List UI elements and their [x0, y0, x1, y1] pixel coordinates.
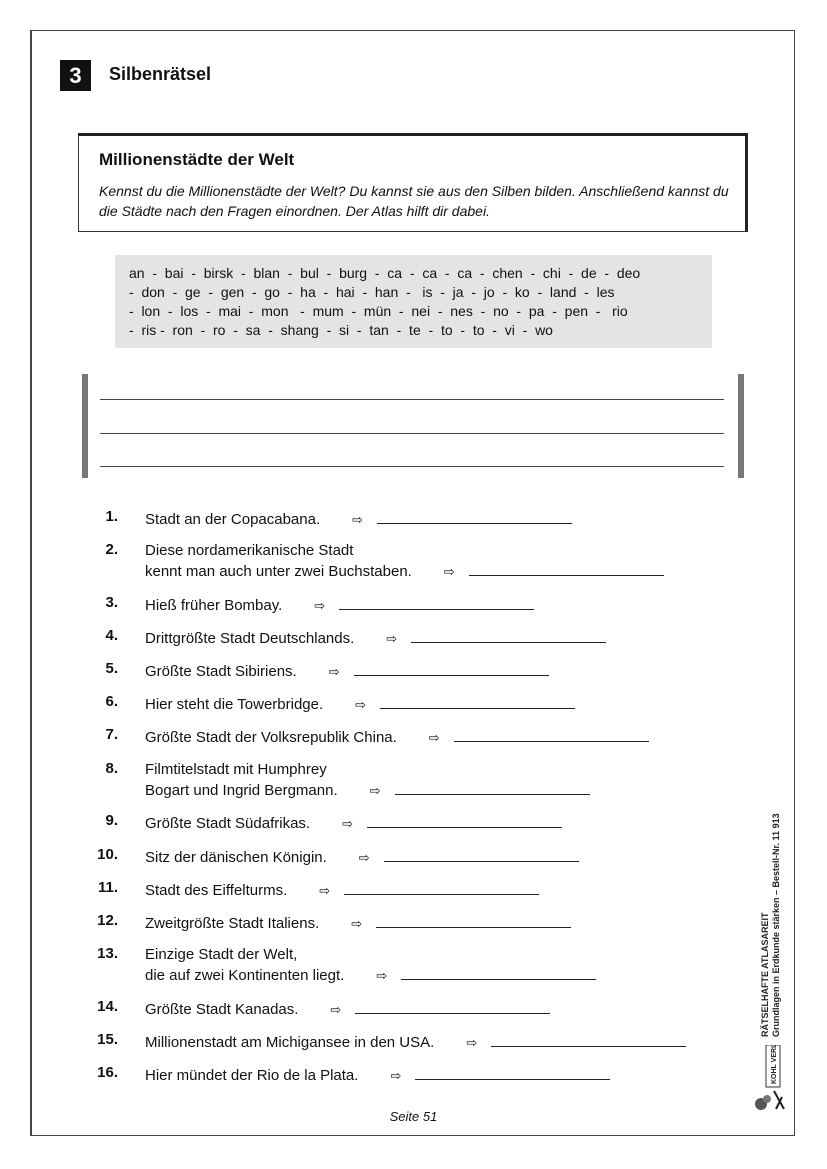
answer-blank[interactable]: [367, 812, 562, 828]
question-number: 7.: [105, 726, 118, 743]
arrow-right-icon: ⇨: [443, 564, 455, 579]
question-line: [145, 879, 539, 900]
publisher-logo: [752, 1045, 788, 1115]
question-line: [145, 1031, 686, 1052]
question-text: [145, 945, 596, 985]
answer-line[interactable]: [100, 466, 724, 467]
arrow-right-icon: ⇨: [352, 512, 364, 527]
question-text: [145, 594, 534, 615]
question-line: [145, 726, 649, 747]
question-line: [145, 964, 596, 985]
section-number-badge: 3: [60, 60, 91, 91]
question-text: [145, 760, 590, 800]
question-number: 3.: [105, 594, 118, 611]
question-text: [145, 879, 539, 900]
question-line-text: Drittgrößte Stadt Deutschlands.: [145, 630, 355, 647]
answer-blank[interactable]: [395, 779, 590, 795]
answer-blank[interactable]: [355, 998, 550, 1014]
question-line: [145, 846, 579, 867]
logo-lettering: KOHL VERLAG: [771, 1045, 778, 1084]
question-text: [145, 812, 562, 833]
arrow-right-icon: ⇨: [376, 968, 388, 983]
question-line: [145, 945, 596, 964]
arrow-right-icon: ⇨: [386, 631, 398, 646]
question-number: 14.: [97, 998, 118, 1015]
answer-blank[interactable]: [377, 508, 572, 524]
question-line-text: Stadt des Eiffelturms.: [145, 882, 288, 899]
question-line-text: Millionenstadt am Michigansee in den USA.: [145, 1034, 435, 1051]
syllable-line: an - bai - birsk - blan - bul - burg - ca - ca - ca - chen - chi - de - deo: [129, 265, 641, 281]
syllable-line: - ris - ron - ro - sa - shang - si - tan - te - to - to - vi - wo: [129, 322, 553, 338]
question-line-text: Größte Stadt Südafrikas.: [145, 815, 311, 832]
question-number: 16.: [97, 1064, 118, 1081]
question-line-text: Hier steht die Towerbridge.: [145, 696, 324, 713]
syllable-line: - don - ge - gen - go - ha - hai - han - is - ja - jo - ko - land - les: [129, 284, 615, 300]
answer-blank[interactable]: [354, 660, 549, 676]
question-line: [145, 912, 571, 933]
arrow-right-icon: ⇨: [466, 1035, 478, 1050]
question-line: [145, 594, 534, 615]
question-line: [145, 660, 549, 681]
question-number: 8.: [105, 760, 118, 777]
arrow-right-icon: ⇨: [355, 697, 367, 712]
arrow-right-icon: ⇨: [342, 816, 353, 831]
question-text: [145, 912, 571, 933]
answer-blank[interactable]: [380, 693, 575, 709]
question-line-text: die auf zwei Kontinenten liegt.: [145, 967, 345, 984]
arrow-right-icon: ⇨: [369, 783, 381, 798]
question-line-text: Größte Stadt Sibiriens.: [145, 663, 297, 680]
sidebar-book-info: Grundlagen in Erdkunde stärken – Bestell-Nr. 11 913: [771, 813, 781, 1037]
question-text: [145, 508, 572, 529]
question-line: [145, 508, 572, 529]
question-line: [145, 812, 562, 833]
question-line-text: kennt man auch unter zwei Buchstaben.: [145, 563, 412, 580]
answer-area-left-bar: [82, 374, 88, 478]
answer-blank[interactable]: [469, 560, 664, 576]
question-line-text: Größte Stadt der Volksrepublik China.: [145, 729, 397, 746]
answer-blank[interactable]: [454, 726, 649, 742]
answer-blank[interactable]: [411, 627, 606, 643]
question-line-text: Diese nordamerikanische Stadt: [145, 542, 354, 559]
arrow-right-icon: ⇨: [314, 598, 326, 613]
question-line-text: Filmtitelstadt mit Humphrey: [145, 761, 327, 778]
answer-writing-area: [82, 374, 744, 478]
arrow-right-icon: ⇨: [330, 1002, 342, 1017]
arrow-right-icon: ⇨: [428, 730, 440, 745]
intro-text: Kennst du die Millionenstädte der Welt? Du kannst sie aus den Silben bilden. Anschließend kannst du die Städte nach den Fragen einordnen. Der Atlas hilft dir dabei.: [99, 183, 729, 219]
question-number: 5.: [105, 660, 118, 677]
syllable-line: - lon - los - mai - mon - mum - mün - nei - nes - no - pa - pen - rio: [129, 303, 628, 319]
page-number: Seite 51: [389, 1109, 438, 1124]
answer-blank[interactable]: [339, 594, 534, 610]
question-number: 2.: [105, 541, 118, 558]
question-text: [145, 998, 550, 1019]
question-text: [145, 693, 575, 714]
question-line: [145, 560, 664, 581]
question-number: 10.: [97, 846, 118, 863]
sidebar-series-title: RÄTSELHAFTE ATLASAREIT: [760, 912, 770, 1037]
question-number: 15.: [97, 1031, 118, 1048]
question-text: [145, 660, 549, 681]
question-line-text: Stadt an der Copacabana.: [145, 511, 321, 528]
question-line: [145, 1064, 610, 1085]
question-line-text: Größte Stadt Kanadas.: [145, 1001, 299, 1018]
intro-box: [78, 133, 748, 232]
question-number: 6.: [105, 693, 118, 710]
question-number: 12.: [97, 912, 118, 929]
question-line: [145, 998, 550, 1019]
question-number: 4.: [105, 627, 118, 644]
question-number: 1.: [105, 508, 118, 525]
section-title: Silbenrätsel: [109, 64, 212, 84]
question-text: [145, 627, 606, 648]
question-line-text: Bogart und Ingrid Bergmann.: [145, 782, 338, 799]
question-line-text: Zweitgrößte Stadt Italiens.: [145, 915, 320, 932]
question-line-text: Hier mündet der Rio de la Plata.: [145, 1067, 359, 1084]
answer-blank[interactable]: [376, 912, 571, 928]
question-line-text: Einzige Stadt der Welt,: [145, 946, 298, 963]
answer-blank[interactable]: [401, 964, 596, 980]
question-line: [145, 779, 590, 800]
question-text: [145, 846, 579, 867]
question-text: [145, 1064, 610, 1085]
question-line: [145, 693, 575, 714]
question-line: [145, 760, 590, 779]
answer-blank[interactable]: [384, 846, 579, 862]
arrow-right-icon: ⇨: [328, 664, 340, 679]
arrow-right-icon: ⇨: [319, 883, 331, 898]
intro-title: Millionenstädte der Welt: [99, 150, 295, 169]
answer-area-right-bar: [738, 374, 744, 478]
question-line-text: Hieß früher Bombay.: [145, 597, 283, 614]
answer-line[interactable]: [100, 399, 724, 400]
answer-blank[interactable]: [491, 1031, 686, 1047]
question-number: 11.: [97, 879, 118, 896]
question-line: [145, 627, 606, 648]
question-number: 13.: [97, 945, 118, 962]
question-text: [145, 541, 664, 581]
answer-blank[interactable]: [415, 1064, 610, 1080]
arrow-right-icon: ⇨: [351, 916, 363, 931]
arrow-right-icon: ⇨: [358, 850, 370, 865]
question-line-text: Sitz der dänischen Königin.: [145, 849, 327, 866]
arrow-right-icon: ⇨: [390, 1068, 402, 1083]
syllable-box: [115, 255, 712, 348]
question-line: [145, 541, 664, 560]
question-number: 9.: [105, 812, 118, 829]
answer-line[interactable]: [100, 433, 724, 434]
question-text: [145, 1031, 686, 1052]
kohl-verlag-logo-icon: [752, 1045, 788, 1115]
answer-blank[interactable]: [344, 879, 539, 895]
question-text: [145, 726, 649, 747]
